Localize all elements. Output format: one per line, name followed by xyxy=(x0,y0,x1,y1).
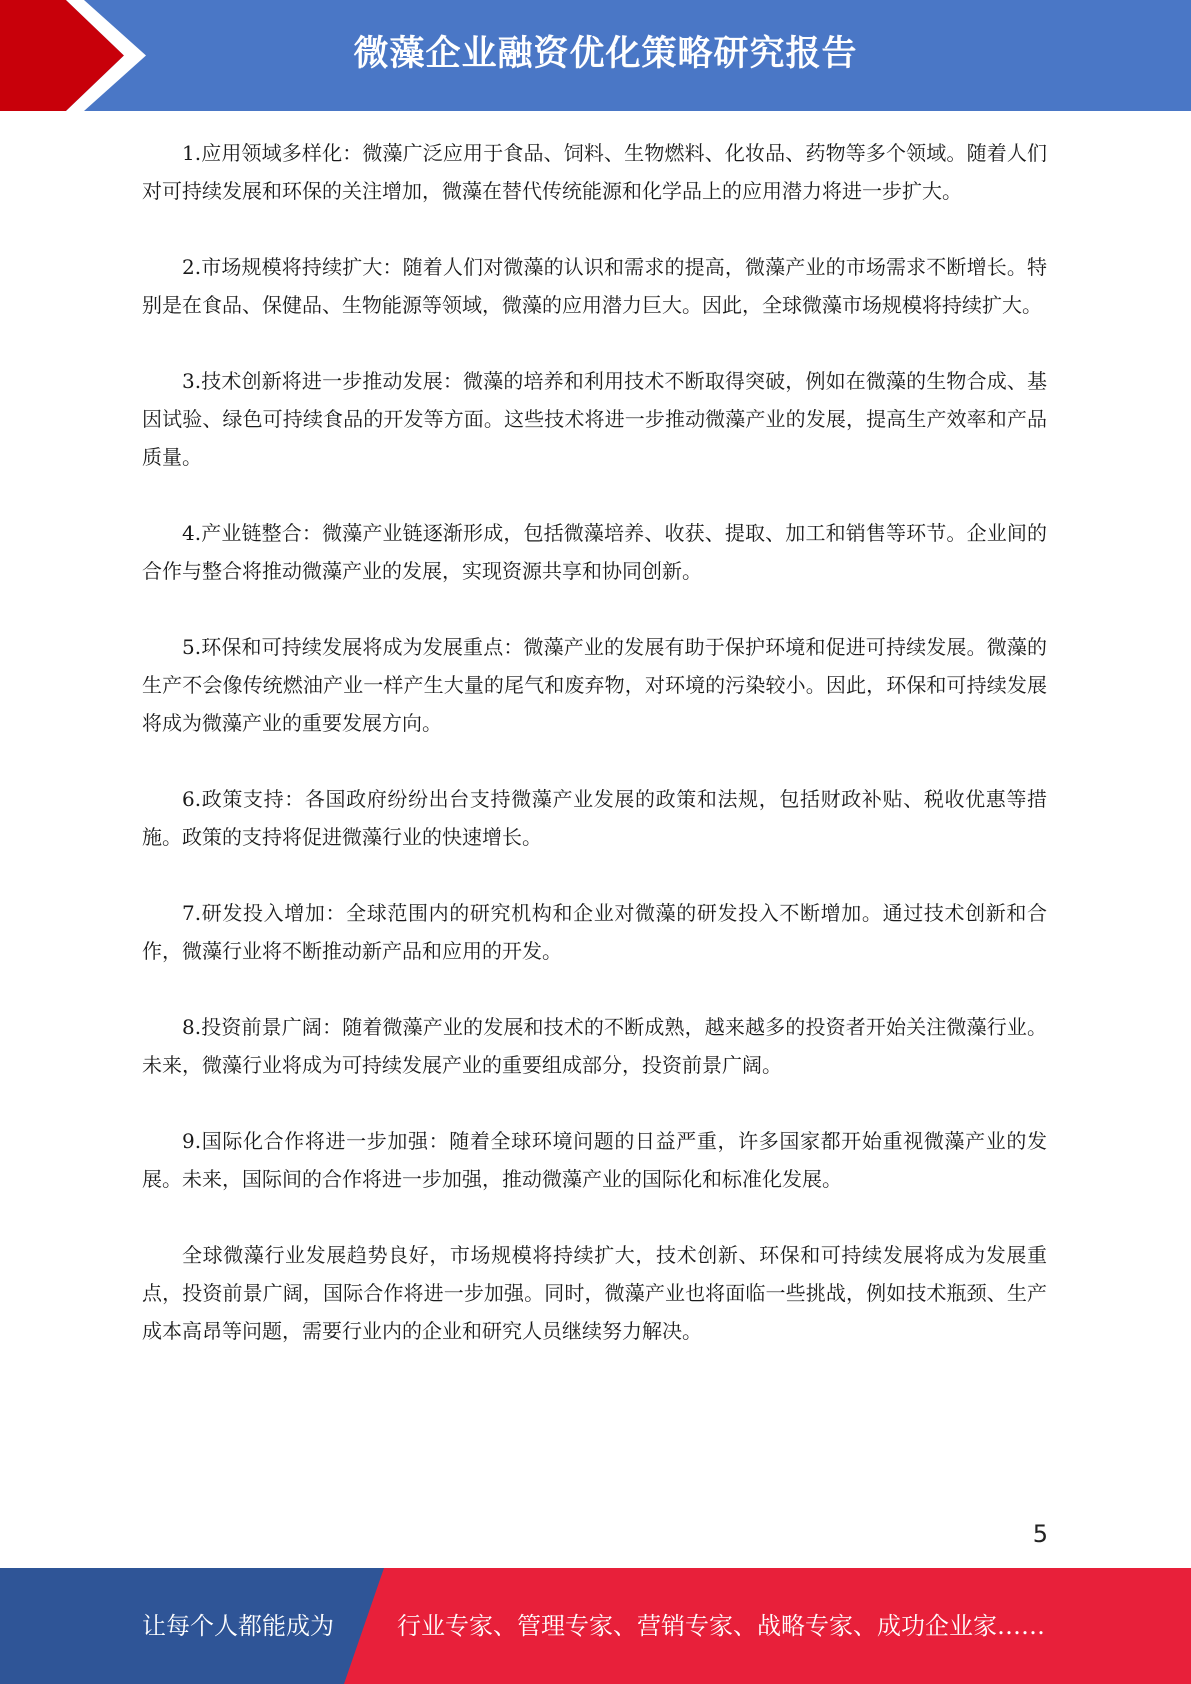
paragraph-6: 6.政策支持：各国政府纷纷出台支持微藻产业发展的政策和法规，包括财政补贴、税收优惠等措施。政策的支持将促进微藻行业的快速增长。 xyxy=(142,787,1047,849)
paragraph-7: 7.研发投入增加：全球范围内的研究机构和企业对微藻的研发投入不断增加。通过技术创新和合作，微藻行业将不断推动新产品和应用的开发。 xyxy=(142,901,1047,963)
paragraph-1: 1.应用领域多样化：微藻广泛应用于食品、饲料、生物燃料、化妆品、药物等多个领域。随着人们对可持续发展和环保的关注增加，微藻在替代传统能源和化学品上的应用潜力将进一步扩大。 xyxy=(142,141,1047,203)
paragraph-3: 3.技术创新将进一步推动发展：微藻的培养和利用技术不断取得突破，例如在微藻的生物合成、基因试验、绿色可持续食品的开发等方面。这些技术将进一步推动微藻产业的发展，提高生产效率和产品质量。 xyxy=(142,369,1047,469)
paragraph-summary: 全球微藻行业发展趋势良好，市场规模将持续扩大，技术创新、环保和可持续发展将成为发展重点，投资前景广阔，国际合作将进一步加强。同时，微藻产业也将面临一些挑战，例如技术瓶颈、生产成本高昂等问题，需要行业内的企业和研究人员继续努力解决。 xyxy=(142,1243,1047,1343)
footer-banner xyxy=(0,1568,1191,1684)
page-number: 5 xyxy=(1032,1520,1048,1548)
paragraph-9: 9.国际化合作将进一步加强：随着全球环境问题的日益严重，许多国家都开始重视微藻产业的发展。未来，国际间的合作将进一步加强，推动微藻产业的国际化和标准化发展。 xyxy=(142,1129,1047,1191)
document-title: 微藻企业融资优化策略研究报告 xyxy=(353,34,858,74)
paragraph-4: 4.产业链整合：微藻产业链逐渐形成，包括微藻培养、收获、提取、加工和销售等环节。企业间的合作与整合将推动微藻产业的发展，实现资源共享和协同创新。 xyxy=(142,521,1047,583)
footer-slogan-right: 行业专家、管理专家、营销专家、战略专家、成功企业家…… xyxy=(397,1612,1045,1640)
paragraph-2: 2.市场规模将持续扩大：随着人们对微藻的认识和需求的提高，微藻产业的市场需求不断增长。特别是在食品、保健品、生物能源等领域，微藻的应用潜力巨大。因此，全球微藻市场规模将持续扩大。 xyxy=(142,255,1047,317)
paragraph-5: 5.环保和可持续发展将成为发展重点：微藻产业的发展有助于保护环境和促进可持续发展。微藻的生产不会像传统燃油产业一样产生大量的尾气和废弃物，对环境的污染较小。因此，环保和可持续发展将成为微藻产业的重要发展方向。 xyxy=(142,635,1047,735)
paragraph-8: 8.投资前景广阔：随着微藻产业的发展和技术的不断成熟，越来越多的投资者开始关注微藻行业。未来，微藻行业将成为可持续发展产业的重要组成部分，投资前景广阔。 xyxy=(142,1015,1047,1077)
footer-slogan-left: 让每个人都能成为 xyxy=(142,1612,334,1640)
document-body xyxy=(142,134,1047,1388)
header-banner xyxy=(0,0,1191,111)
